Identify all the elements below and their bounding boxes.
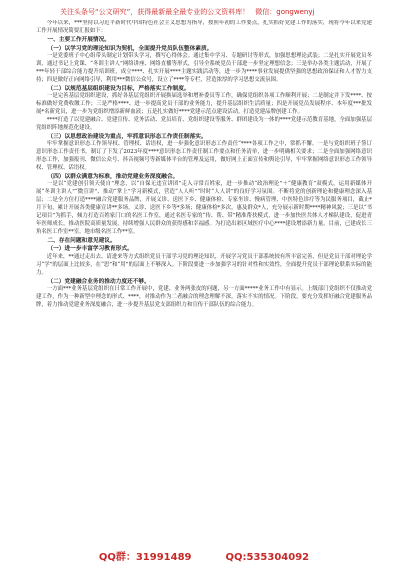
subsection-heading: （三）以思想政治建设为重点，牢抓意识形态工作责任制落实。 [47, 133, 207, 140]
header-banner [60, 4, 360, 20]
body-paragraph: 一是以“党建创引领天使自”理念，以“自保无违宣讲团”走入寻常百姓家，进一步推动“政治理论”＋“健康教育”双模式，运用新媒体开展“冬训主讲人”“微宣讲”、推动“掌上”学习新模式，营造“人人听”“时时“人人讲”的良好学习氛围。不断将党的创新理论和健康理念深入基层；二是全方位打造****融合党建服务品牌，开展义诊、送医下乡、健康体检、专家坐诊、慢病管理、中医特色诊疗等为民服务项目，截止*月下旬，累计开展各类健康宣讲**多场，义诊、送医下乡等*多场；健康体检*多次，惠及群众*人，充分展示新时期****精神风貌；三是以“书记项目”为抓手，倾力打造百姓家门口的名医工作室，通过名医专家的“传、帮、带”精准帮扶模式，进一步加快医共体人才梯队建设，促进青年医师成长，推动医院高质量发展，持续增强人民群众的获得感和幸福感。为打造出彩区域医疗中心****建设增添新力量。目前，已建成长三角名医工作室**室，地市级名医工作**室。 [36, 181, 372, 235]
body-paragraph: 今年以来，***坚持以习近平新时代中国特色社会主义思想为指导，按照年初的工作要点，扎实抓好党建工作的落实，现将今年以来党建工作开展情况简要汇报如下： [36, 20, 372, 34]
body-paragraph: 一是党委班子中心组带头制定计划带头学习，撰写心得体会。通过集中学习、专题研讨等形式，加强思想理论武装；二是扎实开展党员冬训，通过书记上党课、“冬训主讲人”网络讲座、网络直播等形式，引导全系统党员干部进一步坚定理想信念；三是举办各类主题活动，开展了***年轻干部综合能力提升培训班，成立****、扎实开展****主题实践活动等，进一步为****事业发展提供坚强的思想政治保证和人才智力支持；四是做好正向网络引导，利用***微信公众号，设立了****等专栏，营造浓厚的学习思想交流氛围。 [36, 53, 372, 83]
body-paragraph: 一方面***业务基层党组织在日常工作开展中，党建、业务两张皮的问题，另一方面*****业务工作中有显示。上级部门党组织不仅推动党建工作，作为一种新型中理念的形式、****，对推动作为二者融合的理念理解不深，落实不实的情况。下阶段，要充分发挥好融合党建服务品牌，着力推动党建业务深度融合，进一步提升基层党支部组织力和宣传干部队伍的综合能力。 [36, 285, 372, 308]
footer-contact [0, 548, 408, 568]
subsection-heading: （一）以学习党的理论知识为契机，全面提升党员队伍整体素质。 [47, 45, 213, 52]
section-heading: 二、存在问题和意见建议。 [47, 237, 116, 244]
banner-wechat: 微信：gongwenyj [255, 8, 315, 16]
body-paragraph: 一是完善基层党组织建设，抓好各基层党组织开展换届选举和增补委员等工作，确保党组织各项工作顺利开展；二是制定并下发****、按标准做好党费收缴工作；三是严格****、进一步提高党员干部的业务能力，提升基层组织生活质量；四是开展党员发展程序、本年度***批发展*名新党员，进一步为党组织增添新鲜血液；五是扎实做好****党建示范点建设活动，打造党建品牌创建工作。 [36, 93, 372, 115]
document-body [36, 20, 372, 540]
body-paragraph: 近年来，**通过走出去、请进来等方式组织党员干部学习党的理论知识，开展学习党员干部系统较有所丰富完善，但是党员干部对理论学习“学”的层面上比较多，在“思”和“用”的层面上不够深入。下阶段要进一步加强学习的针对性和实效性，全面提升党员干部理论联系实际的能力。 [36, 253, 372, 276]
subsection-heading: （二）以规范基层组织建设为目标，严格落实工作制度。 [47, 85, 190, 92]
footer-qq-contact: QQ:535304092 [225, 552, 310, 563]
body-paragraph: ****打造了以党建融合、党建宣传、党务活动、党员培育、党组织建设等服务、群团建设为一体的****党建示范教育基地，全面加强基层党组织阵地规范化建设。 [36, 116, 372, 131]
body-paragraph: 牢牢掌握意识形态工作领导权、管理权、话语权，进一步强化意识形态工作责任“****各项工作之中，常抓不懈。一是与党组织班子签订意识形态工作责任书，制订了下发了2023年度****意识形态工作责任制工作要点和任务清单，进一步明确相关要求；二是全面加强网络意识形态工作，加强报刊、微信公众号、抖音视频号等新媒体平台的管理及运用，做好网上正面宣传和舆论引导，牢牢掌握网络意识形态工作领导权、管理权、话语权。 [36, 141, 372, 171]
section-heading: 一、主要工作开展情况。 [47, 37, 110, 44]
footer-qq-group: QQ群：31991489 [98, 552, 192, 563]
subsection-heading: （一）进一步丰富学习教育形式。 [47, 246, 133, 253]
banner-title: 关注头条号“公文研究”，获得最新最全最专业的公文资料库！ [60, 8, 250, 16]
subsection-heading: （二）党建融合业务的推动力度还不够。 [47, 278, 150, 285]
subsection-heading: （四）以群众满意为标准，推动党建业务深度融合。 [47, 173, 179, 180]
